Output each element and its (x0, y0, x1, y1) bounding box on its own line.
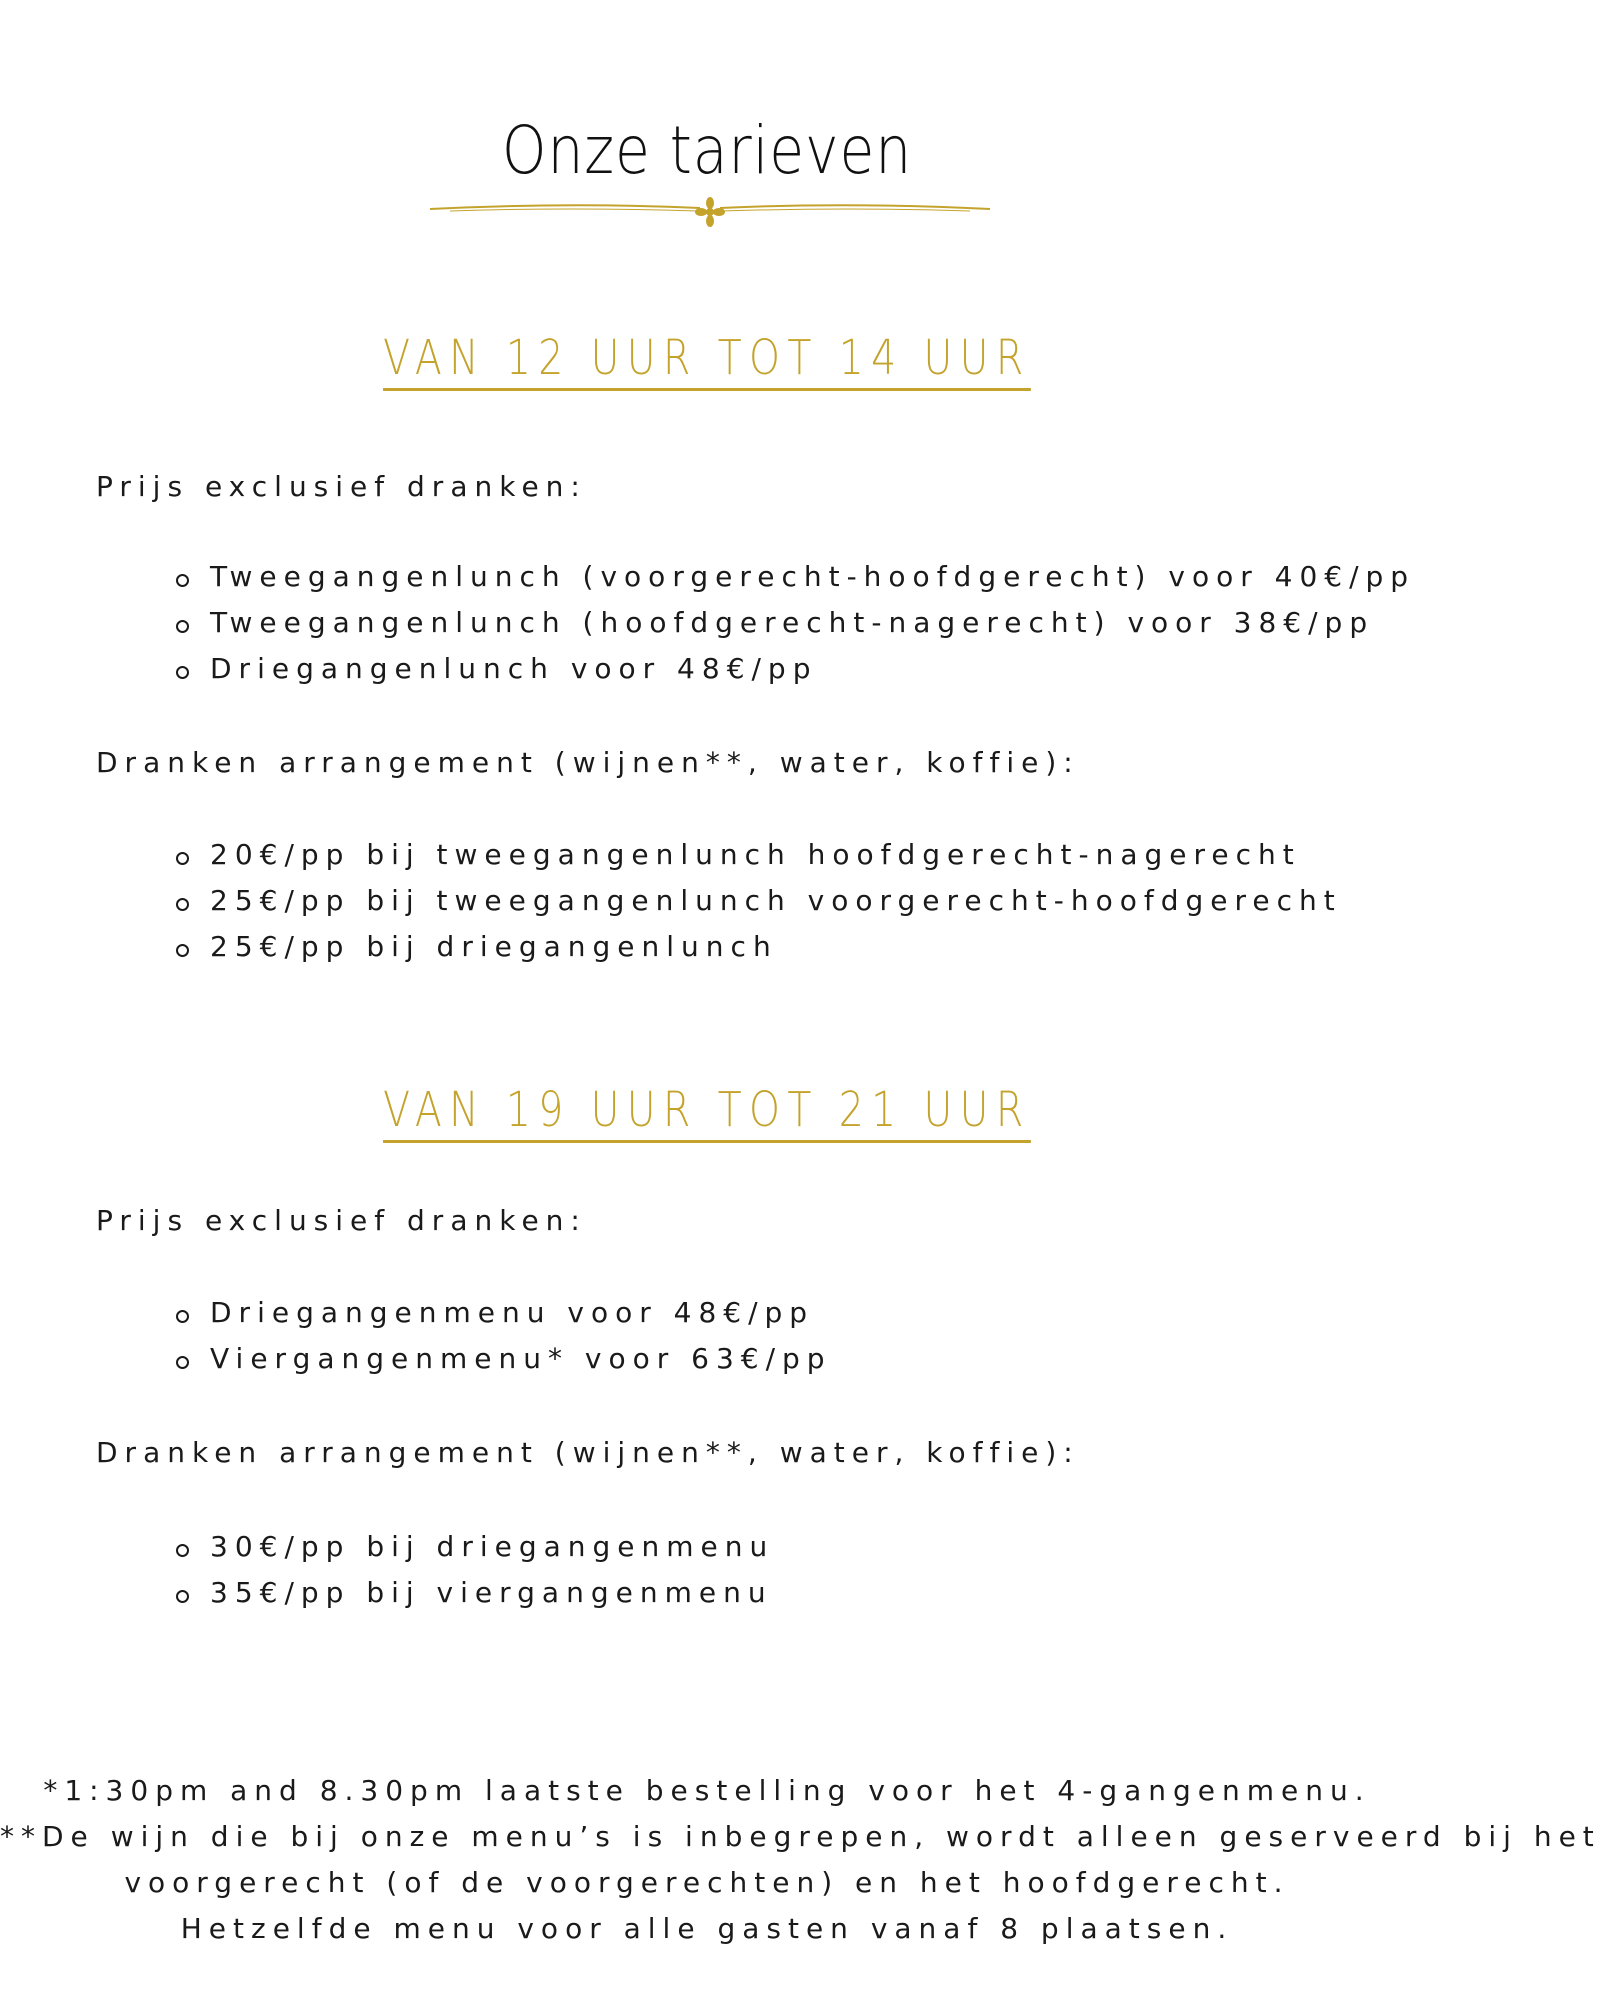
bullet-icon (176, 852, 189, 865)
dinner-heading-text: VAN 19 UUR TOT 21 UUR (383, 1082, 1030, 1143)
list-item: Viergangenmenu* voor 63€/pp (210, 1342, 832, 1375)
lunch-drinks-label: Dranken arrangement (wijnen**, water, koffie): (96, 746, 1080, 779)
bullet-icon (176, 944, 189, 957)
lunch-heading (0, 330, 1414, 391)
footnote-line: *1:30pm and 8.30pm laatste bestelling voor het 4-gangenmenu. (43, 1774, 1371, 1807)
footnote-line: **De wijn die bij onze menu’s is inbegrepen, wordt alleen geserveerd bij het (0, 1820, 1601, 1853)
dinner-price-label: Prijs exclusief dranken: (96, 1204, 587, 1237)
ornament-divider-icon (430, 190, 990, 230)
list-item: Tweegangenlunch (voorgerecht-hoofdgerecht) voor 40€/pp (210, 560, 1416, 593)
bullet-icon (176, 1590, 189, 1603)
list-item: 20€/pp bij tweegangenlunch hoofdgerecht-nagerecht (210, 838, 1301, 871)
bullet-icon (176, 898, 189, 911)
list-item: 25€/pp bij tweegangenlunch voorgerecht-hoofdgerecht (210, 884, 1342, 917)
footnote-line: Hetzelfde menu voor alle gasten vanaf 8 plaatsen. (180, 1912, 1234, 1945)
list-item: 25€/pp bij driegangenlunch (210, 930, 778, 963)
bullet-icon (176, 1310, 189, 1323)
list-item: Driegangenmenu voor 48€/pp (210, 1296, 815, 1329)
bullet-icon (176, 574, 189, 587)
list-item: Tweegangenlunch (hoofdgerecht-nagerecht) voor 38€/pp (210, 606, 1375, 639)
dinner-heading (0, 1082, 1414, 1143)
list-item: 35€/pp bij viergangenmenu (210, 1576, 773, 1609)
list-item: 30€/pp bij driegangenmenu (210, 1530, 775, 1563)
footnotes (0, 1768, 1601, 1952)
dinner-drinks-label: Dranken arrangement (wijnen**, water, koffie): (96, 1436, 1080, 1469)
bullet-icon (176, 1544, 189, 1557)
lunch-price-label: Prijs exclusief dranken: (96, 470, 587, 503)
bullet-icon (176, 666, 189, 679)
lunch-heading-text: VAN 12 UUR TOT 14 UUR (383, 330, 1030, 391)
footnote-line: voorgerecht (of de voorgerechten) en het hoofdgerecht. (124, 1866, 1290, 1899)
page-title: Onze tarieven (501, 112, 913, 189)
list-item: Driegangenlunch voor 48€/pp (210, 652, 818, 685)
bullet-icon (176, 1356, 189, 1369)
bullet-icon (176, 620, 189, 633)
